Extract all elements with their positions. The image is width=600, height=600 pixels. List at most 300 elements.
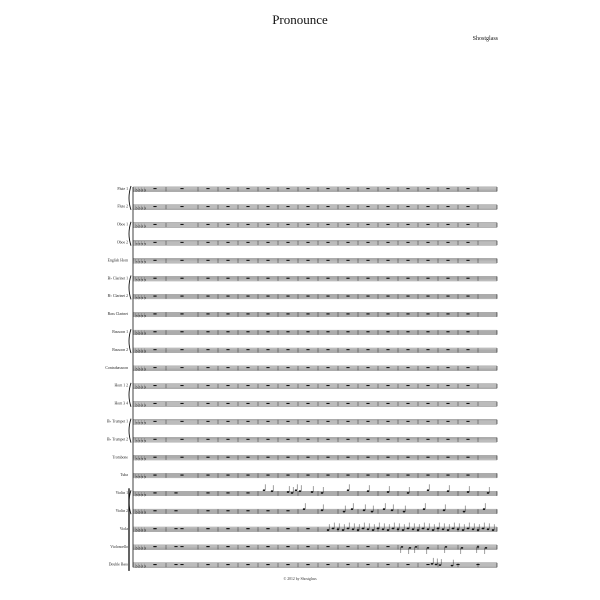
note-head: [487, 528, 490, 530]
score-title: Pronounce: [272, 12, 328, 27]
note-head: [432, 529, 435, 531]
whole-rest: [346, 546, 349, 547]
note-head: [357, 529, 360, 531]
whole-rest: [180, 331, 183, 332]
instrument-label: Violin 1: [115, 491, 128, 496]
whole-rest: [346, 421, 349, 422]
whole-rest: [180, 367, 183, 368]
whole-rest: [446, 349, 449, 350]
whole-rest: [306, 242, 309, 243]
whole-rest: [426, 439, 429, 440]
whole-rest: [346, 564, 349, 565]
note-head: [352, 528, 355, 530]
whole-rest: [346, 439, 349, 440]
whole-rest: [466, 439, 469, 440]
whole-rest: [406, 421, 409, 422]
clef-key-signature: ♭♭♭♭: [135, 527, 147, 535]
note-head: [367, 528, 370, 530]
note-head: [412, 528, 415, 530]
note-head: [461, 547, 464, 549]
whole-rest: [446, 457, 449, 458]
instrument-label: English Horn: [107, 258, 128, 263]
whole-rest: [446, 242, 449, 243]
whole-rest: [206, 296, 209, 297]
note-head: [427, 547, 430, 549]
whole-rest: [426, 188, 429, 189]
whole-rest: [366, 296, 369, 297]
whole-rest: [386, 439, 389, 440]
staff-brace: [129, 329, 131, 353]
note-head: [299, 490, 302, 492]
whole-rest: [206, 331, 209, 332]
whole-rest: [180, 385, 183, 386]
note-head: [383, 508, 386, 510]
whole-rest: [153, 349, 156, 350]
whole-rest: [366, 564, 369, 565]
whole-rest: [286, 403, 289, 404]
note-head: [482, 528, 485, 530]
note-head: [445, 546, 448, 548]
note-head: [487, 492, 490, 494]
whole-rest: [446, 224, 449, 225]
whole-rest: [346, 224, 349, 225]
note-head: [387, 491, 390, 493]
whole-rest: [446, 421, 449, 422]
whole-rest: [153, 278, 156, 279]
whole-rest: [466, 296, 469, 297]
instrument-label: Bass Clarinet: [107, 312, 128, 317]
whole-rest: [366, 546, 369, 547]
whole-rest: [226, 564, 229, 565]
whole-rest: [426, 242, 429, 243]
whole-rest: [286, 385, 289, 386]
whole-rest: [366, 457, 369, 458]
whole-rest: [153, 564, 156, 565]
whole-rest: [226, 242, 229, 243]
whole-rest: [306, 421, 309, 422]
whole-rest: [153, 510, 156, 511]
whole-rest: [446, 278, 449, 279]
whole-rest: [246, 188, 249, 189]
whole-rest: [286, 260, 289, 261]
whole-rest: [180, 457, 183, 458]
note-head: [402, 529, 405, 531]
whole-rest: [246, 510, 249, 511]
note-head: [295, 489, 298, 491]
staff-brace: [129, 186, 131, 210]
whole-rest: [153, 206, 156, 207]
whole-rest: [153, 528, 156, 529]
instrument-label: B♭ Clarinet 2: [107, 294, 128, 299]
whole-rest: [153, 224, 156, 225]
note-head: [492, 529, 495, 531]
whole-rest: [426, 385, 429, 386]
note-head: [409, 547, 412, 549]
whole-rest: [180, 564, 183, 565]
whole-rest: [326, 385, 329, 386]
whole-rest: [226, 206, 229, 207]
whole-rest: [206, 349, 209, 350]
whole-rest: [386, 278, 389, 279]
whole-rest: [326, 421, 329, 422]
whole-rest: [246, 475, 249, 476]
note-head: [351, 508, 354, 510]
whole-rest: [180, 296, 183, 297]
note-head: [327, 529, 330, 531]
whole-rest: [386, 224, 389, 225]
whole-rest: [406, 224, 409, 225]
whole-rest: [266, 421, 269, 422]
whole-rest: [153, 546, 156, 547]
whole-rest: [346, 385, 349, 386]
note-head: [437, 528, 440, 530]
whole-rest: [406, 331, 409, 332]
note-head: [271, 490, 274, 492]
whole-rest: [426, 278, 429, 279]
whole-rest: [286, 546, 289, 547]
whole-rest: [366, 421, 369, 422]
whole-rest: [266, 188, 269, 189]
whole-rest: [326, 206, 329, 207]
whole-rest: [466, 206, 469, 207]
whole-rest: [466, 385, 469, 386]
whole-rest: [226, 188, 229, 189]
whole-rest: [266, 313, 269, 314]
note-head: [403, 511, 406, 513]
whole-rest: [466, 278, 469, 279]
note-head: [477, 529, 480, 531]
clef-key-signature: ♭♭♭♭: [135, 240, 147, 248]
whole-rest: [286, 206, 289, 207]
whole-rest: [326, 564, 329, 565]
note-head: [457, 528, 460, 530]
whole-rest: [306, 313, 309, 314]
whole-rest: [466, 475, 469, 476]
instrument-label: B♭ Clarinet 1: [107, 276, 128, 281]
whole-rest: [246, 206, 249, 207]
note-head: [485, 547, 488, 549]
whole-rest: [306, 349, 309, 350]
note-head: [415, 546, 418, 548]
whole-rest: [326, 224, 329, 225]
whole-rest: [286, 367, 289, 368]
note-head: [343, 511, 346, 513]
whole-rest: [153, 385, 156, 386]
whole-rest: [366, 475, 369, 476]
whole-rest: [180, 242, 183, 243]
whole-rest: [153, 457, 156, 458]
whole-rest: [426, 260, 429, 261]
whole-rest: [346, 475, 349, 476]
whole-rest: [426, 475, 429, 476]
whole-rest: [346, 367, 349, 368]
note-head: [407, 528, 410, 530]
whole-rest: [286, 421, 289, 422]
whole-rest: [206, 242, 209, 243]
note-head: [417, 529, 420, 531]
whole-rest: [386, 385, 389, 386]
whole-rest: [180, 475, 183, 476]
whole-rest: [366, 313, 369, 314]
whole-rest: [226, 260, 229, 261]
whole-rest: [326, 546, 329, 547]
whole-rest: [226, 439, 229, 440]
whole-rest: [426, 331, 429, 332]
clef-key-signature: ♭♭♭♭: [135, 491, 147, 499]
whole-rest: [226, 367, 229, 368]
whole-rest: [466, 403, 469, 404]
whole-rest: [266, 278, 269, 279]
whole-rest: [246, 278, 249, 279]
whole-rest: [246, 242, 249, 243]
whole-rest: [266, 206, 269, 207]
clef-key-signature: ♭♭♭♭: [135, 401, 147, 409]
note-head: [452, 528, 455, 530]
whole-rest: [406, 206, 409, 207]
note-head: [372, 529, 375, 531]
staff-brace: [129, 276, 131, 300]
whole-rest: [286, 510, 289, 511]
whole-rest: [406, 475, 409, 476]
note-head: [447, 490, 450, 492]
whole-rest: [306, 224, 309, 225]
whole-rest: [366, 260, 369, 261]
instrument-label: Flute 2: [117, 204, 128, 209]
instrument-label: Violin 2: [115, 509, 128, 513]
whole-rest: [286, 528, 289, 529]
whole-rest: [306, 439, 309, 440]
note-head: [442, 528, 445, 530]
whole-rest: [406, 457, 409, 458]
whole-rest: [346, 313, 349, 314]
whole-rest: [446, 439, 449, 440]
whole-rest: [153, 331, 156, 332]
whole-rest: [446, 385, 449, 386]
whole-rest: [386, 457, 389, 458]
whole-rest: [366, 439, 369, 440]
whole-rest: [226, 403, 229, 404]
whole-rest: [180, 260, 183, 261]
whole-rest: [326, 457, 329, 458]
note-head: [391, 510, 394, 512]
whole-rest: [246, 349, 249, 350]
note-head: [472, 528, 475, 530]
whole-rest: [153, 296, 156, 297]
note-head: [337, 528, 340, 530]
whole-rest: [346, 457, 349, 458]
whole-rest: [406, 242, 409, 243]
whole-rest: [306, 546, 309, 547]
note-head: [377, 528, 380, 530]
whole-rest: [266, 564, 269, 565]
whole-rest: [306, 403, 309, 404]
instrument-label: Oboe 2: [116, 240, 128, 245]
instrument-label: B♭ Trumpet 1: [107, 419, 128, 424]
clef-key-signature: ♭♭♭♭: [135, 187, 147, 194]
note-head: [467, 528, 470, 530]
whole-rest: [226, 224, 229, 225]
whole-rest: [426, 206, 429, 207]
note-head: [397, 528, 400, 530]
note-head: [392, 528, 395, 530]
whole-rest: [246, 528, 249, 529]
whole-rest: [286, 296, 289, 297]
whole-rest: [466, 188, 469, 189]
whole-rest: [466, 367, 469, 368]
clef-key-signature: ♭♭♭♭: [135, 473, 147, 481]
whole-rest: [286, 242, 289, 243]
whole-rest: [476, 564, 479, 565]
whole-rest: [366, 349, 369, 350]
whole-rest: [206, 546, 209, 547]
whole-rest: [206, 313, 209, 314]
whole-rest: [326, 349, 329, 350]
whole-rest: [426, 457, 429, 458]
note-head: [422, 528, 425, 530]
whole-rest: [266, 457, 269, 458]
whole-rest: [366, 206, 369, 207]
note-head: [443, 510, 446, 512]
instrument-label: Bassoon 1: [112, 330, 128, 334]
whole-rest: [406, 367, 409, 368]
whole-rest: [346, 242, 349, 243]
note-head: [342, 529, 345, 531]
whole-rest: [306, 475, 309, 476]
whole-rest: [306, 296, 309, 297]
whole-rest: [226, 457, 229, 458]
whole-rest: [266, 260, 269, 261]
whole-rest: [266, 349, 269, 350]
whole-rest: [446, 313, 449, 314]
whole-rest: [206, 492, 209, 493]
whole-rest: [306, 457, 309, 458]
whole-rest: [180, 403, 183, 404]
whole-rest: [286, 331, 289, 332]
note-head: [363, 510, 366, 512]
whole-rest: [426, 224, 429, 225]
whole-rest: [266, 385, 269, 386]
whole-rest: [266, 296, 269, 297]
copyright-notice: © 2012 by Shostglass: [283, 577, 317, 581]
whole-rest: [153, 260, 156, 261]
whole-rest: [206, 260, 209, 261]
note-head: [427, 489, 430, 491]
whole-rest: [366, 224, 369, 225]
whole-rest: [366, 385, 369, 386]
whole-rest: [366, 403, 369, 404]
whole-rest: [286, 278, 289, 279]
whole-rest: [306, 331, 309, 332]
whole-rest: [180, 528, 183, 529]
instrument-label: Oboe 1: [116, 222, 128, 227]
clef-key-signature: ♭♭♭♭: [135, 545, 147, 552]
whole-rest: [246, 439, 249, 440]
whole-rest: [326, 439, 329, 440]
whole-rest: [386, 367, 389, 368]
whole-rest: [426, 313, 429, 314]
whole-rest: [246, 421, 249, 422]
note-head: [447, 529, 450, 531]
whole-rest: [153, 421, 156, 422]
whole-rest: [246, 403, 249, 404]
whole-rest: [406, 349, 409, 350]
whole-rest: [346, 188, 349, 189]
clef-key-signature: ♭♭♭♭: [135, 383, 147, 391]
whole-rest: [206, 439, 209, 440]
whole-rest: [326, 367, 329, 368]
note-head: [431, 563, 434, 565]
note-head: [382, 528, 385, 530]
note-head: [477, 546, 480, 548]
whole-rest: [366, 278, 369, 279]
whole-rest: [286, 475, 289, 476]
whole-rest: [346, 278, 349, 279]
whole-rest: [246, 457, 249, 458]
whole-rest: [386, 313, 389, 314]
whole-rest: [326, 331, 329, 332]
whole-rest: [180, 313, 183, 314]
whole-rest: [306, 367, 309, 368]
whole-rest: [246, 331, 249, 332]
whole-rest: [153, 313, 156, 314]
whole-rest: [446, 188, 449, 189]
staff-brace: [129, 222, 131, 246]
whole-rest: [466, 331, 469, 332]
clef-key-signature: ♭♭♭♭: [135, 222, 147, 230]
whole-rest: [226, 421, 229, 422]
clef-key-signature: ♭♭♭♭: [135, 276, 147, 284]
whole-rest: [466, 421, 469, 422]
note-head: [291, 492, 294, 494]
note-head: [451, 565, 454, 567]
note-head: [347, 528, 350, 530]
note-head: [311, 491, 314, 493]
whole-rest: [346, 206, 349, 207]
whole-rest: [386, 546, 389, 547]
whole-rest: [386, 421, 389, 422]
instrument-label: Violoncello: [110, 544, 128, 549]
whole-rest: [206, 385, 209, 386]
instrument-label: Trombone: [112, 455, 128, 460]
whole-rest: [466, 457, 469, 458]
whole-rest: [286, 313, 289, 314]
whole-rest: [326, 278, 329, 279]
whole-rest: [226, 385, 229, 386]
whole-rest: [180, 188, 183, 189]
instrument-label: Flute 1: [117, 186, 128, 191]
whole-rest: [386, 260, 389, 261]
whole-rest: [206, 510, 209, 511]
whole-rest: [346, 331, 349, 332]
whole-rest: [426, 403, 429, 404]
whole-rest: [326, 188, 329, 189]
whole-rest: [286, 564, 289, 565]
whole-rest: [226, 546, 229, 547]
whole-rest: [286, 439, 289, 440]
whole-rest: [386, 475, 389, 476]
whole-rest: [246, 313, 249, 314]
composer-name: Shostglass: [472, 36, 498, 42]
note-head: [303, 508, 306, 510]
whole-rest: [466, 260, 469, 261]
note-head: [321, 510, 324, 512]
whole-rest: [386, 296, 389, 297]
whole-rest: [206, 475, 209, 476]
whole-rest: [346, 296, 349, 297]
whole-rest: [386, 206, 389, 207]
whole-rest: [306, 278, 309, 279]
clef-key-signature: ♭♭♭♭: [135, 312, 147, 320]
